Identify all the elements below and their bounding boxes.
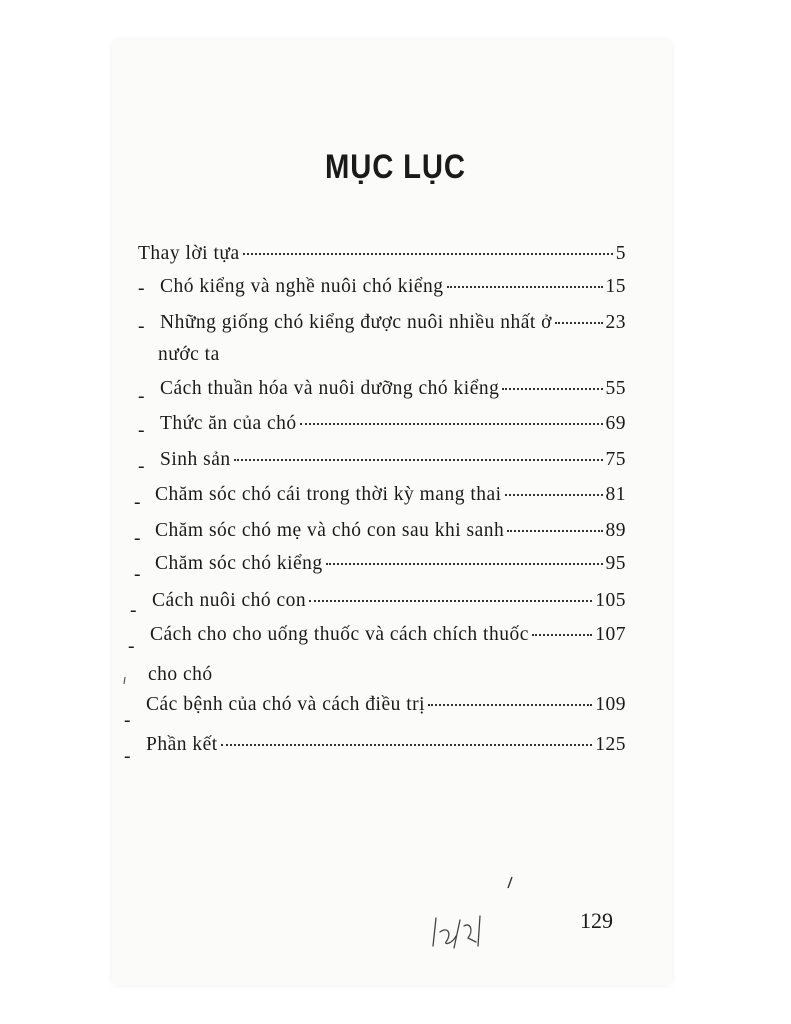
toc-entry-page: 69 <box>605 413 626 434</box>
toc-entry-dash: - <box>138 456 145 477</box>
toc-entry-label: Các bệnh của chó và cách điều trị <box>146 694 426 715</box>
toc-entry <box>138 243 626 269</box>
toc-entry-label: Chăm sóc chó kiểng <box>155 553 323 574</box>
toc-entry-dash: - <box>138 316 145 337</box>
toc-leader-dots <box>505 494 603 496</box>
toc-entry-page: 109 <box>595 694 626 715</box>
toc-entry-dash: - <box>134 492 141 513</box>
toc-entry-label: Những giống chó kiểng được nuôi nhiều nhất ở <box>160 312 552 333</box>
toc-entry <box>160 378 626 404</box>
toc-leader-dots <box>243 253 613 255</box>
toc-entry-label: Cách nuôi chó con <box>152 590 307 611</box>
toc-entry <box>160 312 626 338</box>
toc-entry-page: 75 <box>605 449 626 470</box>
toc-leader-dots <box>507 530 602 532</box>
toc-entry-label: Cách thuần hóa và nuôi dưỡng chó kiểng <box>160 378 500 399</box>
toc-entry-dash: - <box>138 386 145 407</box>
page-title: MỤC LỤC <box>325 148 466 186</box>
toc-entry-continuation: nước ta <box>158 344 220 365</box>
toc-entry-dash: - <box>124 746 131 767</box>
toc-entry-page: 23 <box>605 312 626 333</box>
pen-tick-mark <box>122 676 128 686</box>
toc-entry-page: 15 <box>605 276 626 297</box>
toc-entry <box>160 276 626 302</box>
toc-entry-page: 125 <box>595 734 626 755</box>
toc-leader-dots <box>428 704 592 706</box>
toc-entry-label: Cách cho cho uống thuốc và cách chích thuốc <box>150 624 529 645</box>
toc-entry-label: Sinh sản <box>160 449 231 470</box>
toc-entry-dash: - <box>134 528 141 549</box>
toc-leader-dots <box>234 459 603 461</box>
toc-entry <box>150 624 626 650</box>
toc-entry-page: 107 <box>595 624 626 645</box>
toc-leader-dots <box>447 286 603 288</box>
toc-entry-page: 95 <box>605 553 626 574</box>
toc-leader-dots <box>326 563 603 565</box>
toc-entry-page: 5 <box>615 243 626 264</box>
toc-leader-dots <box>221 744 593 746</box>
toc-entry-label: Chó kiểng và nghề nuôi chó kiểng <box>160 276 444 297</box>
toc-entry-label: Chăm sóc chó cái trong thời kỳ mang thai <box>155 484 502 505</box>
toc-leader-dots <box>532 634 592 636</box>
toc-entry-dash: - <box>134 564 141 585</box>
toc-leader-dots <box>300 423 603 425</box>
toc-entry-page: 81 <box>605 484 626 505</box>
toc-entry-page: 89 <box>605 520 626 541</box>
toc-entry <box>155 484 626 510</box>
toc-entry-label: Phần kết <box>146 734 218 755</box>
toc-entry-dash: - <box>138 278 145 299</box>
toc-entry-page: 105 <box>595 590 626 611</box>
toc-entry-dash: - <box>138 420 145 441</box>
toc-leader-dots <box>555 322 603 324</box>
page-number: 129 <box>580 908 613 933</box>
toc-entry-dash: - <box>128 636 135 657</box>
toc-leader-dots <box>309 600 592 602</box>
toc-entry-continuation: cho chó <box>148 664 213 685</box>
toc-entry <box>160 413 626 439</box>
toc-entry <box>146 734 626 760</box>
toc-entry-label: Thay lời tựa <box>138 243 240 264</box>
toc-entry <box>155 520 626 546</box>
toc-entry <box>152 590 626 616</box>
toc-entry-dash: - <box>124 710 131 731</box>
toc-entry-label: Chăm sóc chó mẹ và chó con sau khi sanh <box>155 520 505 541</box>
toc-entry <box>155 553 626 579</box>
toc-entry-page: 55 <box>605 378 626 399</box>
handwritten-scribble <box>430 912 490 952</box>
toc-entry-dash: - <box>130 600 137 621</box>
toc-entry-label: Thức ăn của chó <box>160 413 297 434</box>
toc-entry <box>160 449 626 475</box>
pen-tick-mark <box>505 876 515 890</box>
toc-entry <box>146 694 626 720</box>
toc-leader-dots <box>502 388 602 390</box>
